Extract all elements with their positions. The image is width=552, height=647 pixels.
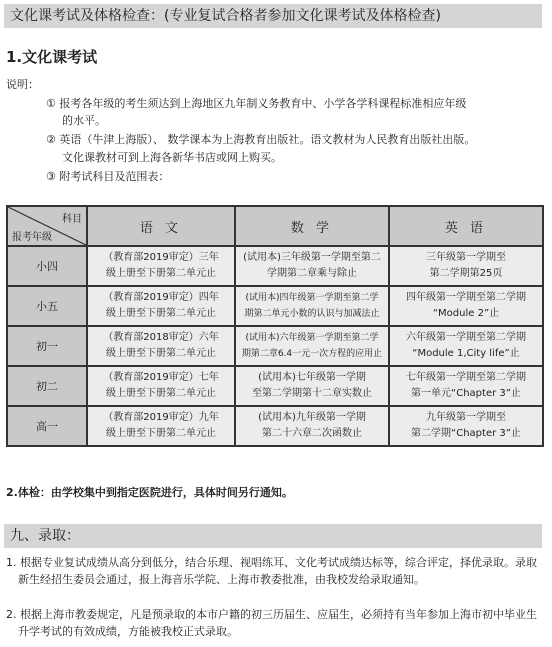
physical-exam-note: 2.体检：由学校集中到指定医院进行，具体时间另行通知。 <box>6 486 293 499</box>
admission-item-2: 2. 根据上海市教委规定，凡是预录取的本市户籍的初三历届生、应届生，必须持有当年参加上海市初中毕业生升学考试的有效成绩，方能被我校正式录取。 <box>6 608 537 638</box>
english-cell: 三年级第一学期至 第二学期第25页 <box>389 246 543 286</box>
admission-item-1: 1. 根据专业复试成绩从高分到低分，结合乐理、视唱练耳、文化考试成绩达标等，综合评定，择优录取。录取新生经招生委员会通过，报上海音乐学院、上海市教委批准，由我校发给录取通知。 <box>6 556 537 586</box>
chinese-cell: （教育部2019审定）三年 级上册至下册第二单元止 <box>87 246 235 286</box>
english-cell: 四年级第一学期至第二学期 “Module 2”止 <box>389 286 543 326</box>
corner-cell <box>7 206 87 246</box>
grade-cell: 高一 <box>7 406 87 446</box>
table-header-row <box>7 206 543 246</box>
corner-subject-label: 科目 <box>62 214 82 225</box>
chinese-cell: （教育部2019审定）四年 级上册至下册第二单元止 <box>87 286 235 326</box>
note-1-line-1: ① 报考各年级的考生须达到上海地区九年制义务教育中、小学各学科课程标准相应年级 <box>46 97 467 110</box>
table-row <box>7 406 543 446</box>
header-chinese: 语 文 <box>87 206 235 246</box>
table-row <box>7 326 543 366</box>
chinese-cell: （教育部2019审定）七年 级上册至下册第二单元止 <box>87 366 235 406</box>
section-8-header: 文化课考试及体格检查：(专业复试合格者参加文化课考试及体格检查) <box>4 4 542 28</box>
note-1-line-2: 的水平。 <box>62 114 106 127</box>
grade-cell: 初一 <box>7 326 87 366</box>
math-cell: (试用本)九年级第一学期 第二十六章二次函数止 <box>235 406 389 446</box>
math-cell: (试用本)七年级第一学期 至第二学期第十二章实数止 <box>235 366 389 406</box>
header-math: 数 学 <box>235 206 389 246</box>
table-row <box>7 366 543 406</box>
math-cell: (试用本)三年级第一学期至第二 学期第二章乘与除止 <box>235 246 389 286</box>
chinese-cell: （教育部2018审定）六年 级上册至下册第二单元止 <box>87 326 235 366</box>
english-cell: 六年级第一学期至第二学期 “Module 1,City life”止 <box>389 326 543 366</box>
note-3: ③ 附考试科目及范围表： <box>46 170 170 183</box>
grade-cell: 初二 <box>7 366 87 406</box>
note-2-line-1: ② 英语（牛津上海版）、 数学课本为上海教育出版社。语文教材为人民教育出版社出版。 <box>46 133 476 146</box>
note-2-line-2: 文化课教材可到上海各新华书店或网上购买。 <box>62 151 282 164</box>
exam-scope-table <box>6 205 544 447</box>
section-9-header: 九、录取： <box>4 524 542 548</box>
culture-exam-heading: 1.文化课考试 <box>6 48 98 66</box>
english-cell: 九年级第一学期至 第二学期“Chapter 3”止 <box>389 406 543 446</box>
table-row <box>7 286 543 326</box>
chinese-cell: （教育部2019审定）九年 级上册至下册第二单元止 <box>87 406 235 446</box>
grade-cell: 小四 <box>7 246 87 286</box>
table-row <box>7 246 543 286</box>
grade-cell: 小五 <box>7 286 87 326</box>
corner-grade-label: 报考年级 <box>12 232 52 243</box>
math-cell: (试用本)六年级第一学期至第二学 期第二章6.4一元一次方程的应用止 <box>235 326 389 366</box>
note-label: 说明： <box>6 78 39 91</box>
header-english: 英 语 <box>389 206 543 246</box>
english-cell: 七年级第一学期至第二学期 第一单元“Chapter 3”止 <box>389 366 543 406</box>
math-cell: (试用本)四年级第一学期至第二学 期第二单元小数的认识与加减法止 <box>235 286 389 326</box>
